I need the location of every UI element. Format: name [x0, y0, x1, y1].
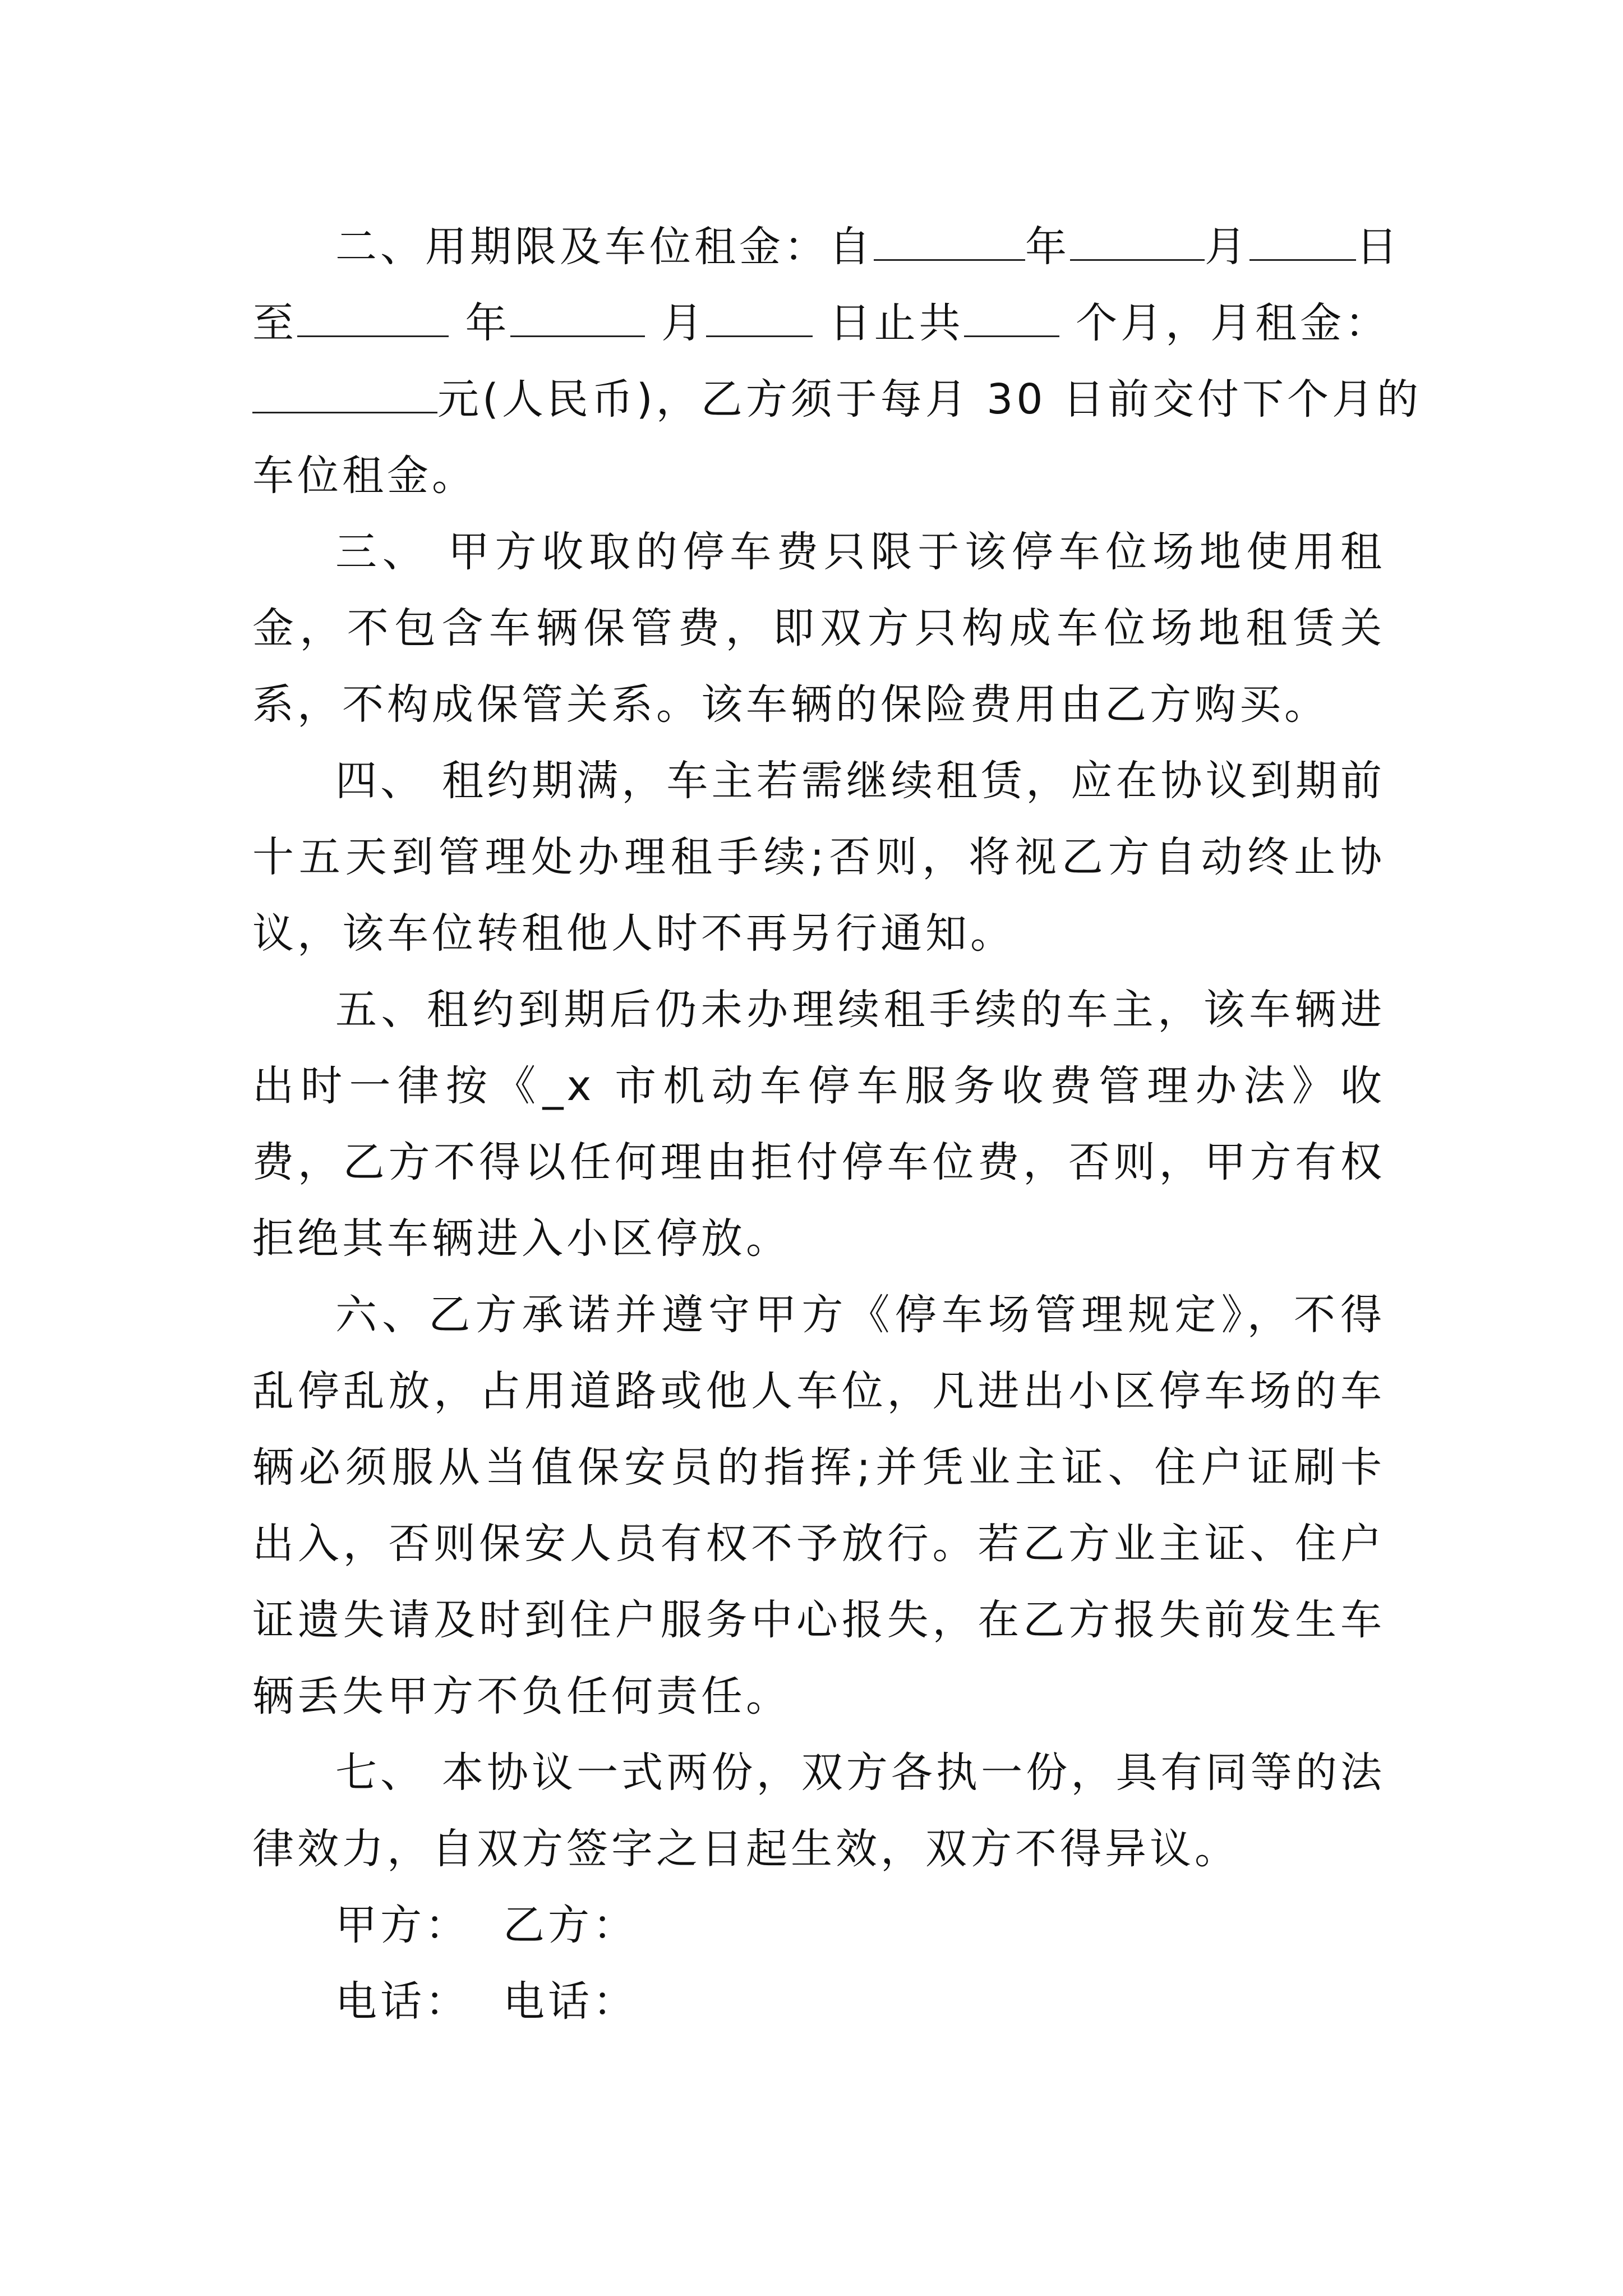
end-day-label: 日止共 — [829, 299, 964, 347]
clause-2-text: 二、用期限及车位租金：自 — [335, 223, 874, 271]
phone-line — [252, 1963, 1385, 2040]
year-blank — [874, 223, 1025, 261]
rent-currency-text: 元(人民币)，乙方须于每月 30 日前交付下个月的 — [437, 375, 1422, 424]
party-a-phone-label: 电话： — [335, 1977, 470, 2026]
month-blank — [1070, 223, 1205, 261]
clause-2-line-2 — [252, 285, 1390, 361]
party-b-phone-label: 电话： — [503, 1977, 638, 2026]
month-label: 月 — [1205, 223, 1249, 271]
end-month-label: 月 — [661, 299, 707, 347]
months-count-blank — [964, 300, 1059, 337]
signature-line — [252, 1887, 1385, 1963]
clause-2 — [252, 209, 1422, 514]
clause-6: 六、乙方承诺并遵守甲方《停车场管理规定》，不得乱停乱放，占用道路或他人车位，凡进出小区停车场的车辆必须服从当值保安员的指挥;并凭业主证、住户证刷卡出入，否则保安人员有权不予放行。若乙方业主证、住户证遗失请及时到住户服务中心报失，在乙方报失前发生车辆丢失甲方不负任何责任。 — [252, 1291, 1385, 1720]
clause-2-line-3 — [252, 361, 1422, 438]
clause-7: 七、 本协议一式两份，双方各执一份，具有同等的法律效力，自双方签字之日起生效，双方不得异议。 — [252, 1749, 1385, 1873]
rent-amount-blank — [252, 376, 437, 413]
day-blank — [1249, 223, 1356, 261]
monthly-rent-label: 个月，月租金： — [1076, 299, 1390, 347]
end-day-blank — [706, 300, 813, 337]
clause-3: 三、 甲方收取的停车费只限于该停车位场地使用租金，不包含车辆保管费，即双方只构成车位场地租赁关系，不构成保管关系。该车辆的保险费用由乙方购买。 — [252, 528, 1385, 729]
party-b-label: 乙方： — [503, 1901, 638, 1949]
end-month-blank — [510, 300, 645, 337]
end-year-label: 年 — [465, 299, 510, 347]
clause-2-line-1 — [252, 209, 1401, 285]
clause-2-line-4: 车位租金。 — [252, 452, 477, 500]
contract-body — [252, 209, 1422, 2040]
day-label: 日 — [1356, 223, 1401, 271]
clause-5: 五、租约到期后仍未办理续租手续的车主，该车辆进出时一律按《_x 市机动车停车服务收费管理办法》收费，乙方不得以任何理由拒付停车位费，否则，甲方有权拒绝其车辆进入小区停放。 — [252, 986, 1385, 1263]
end-year-blank — [297, 300, 449, 337]
clause-4: 四、 租约期满，车主若需继续租赁，应在协议到期前十五天到管理处办理租手续;否则，将视乙方自动终止协议，该车位转租他人时不再另行通知。 — [252, 757, 1385, 958]
year-label: 年 — [1025, 223, 1070, 271]
party-a-label: 甲方： — [335, 1901, 470, 1949]
to-label: 至 — [252, 299, 297, 347]
